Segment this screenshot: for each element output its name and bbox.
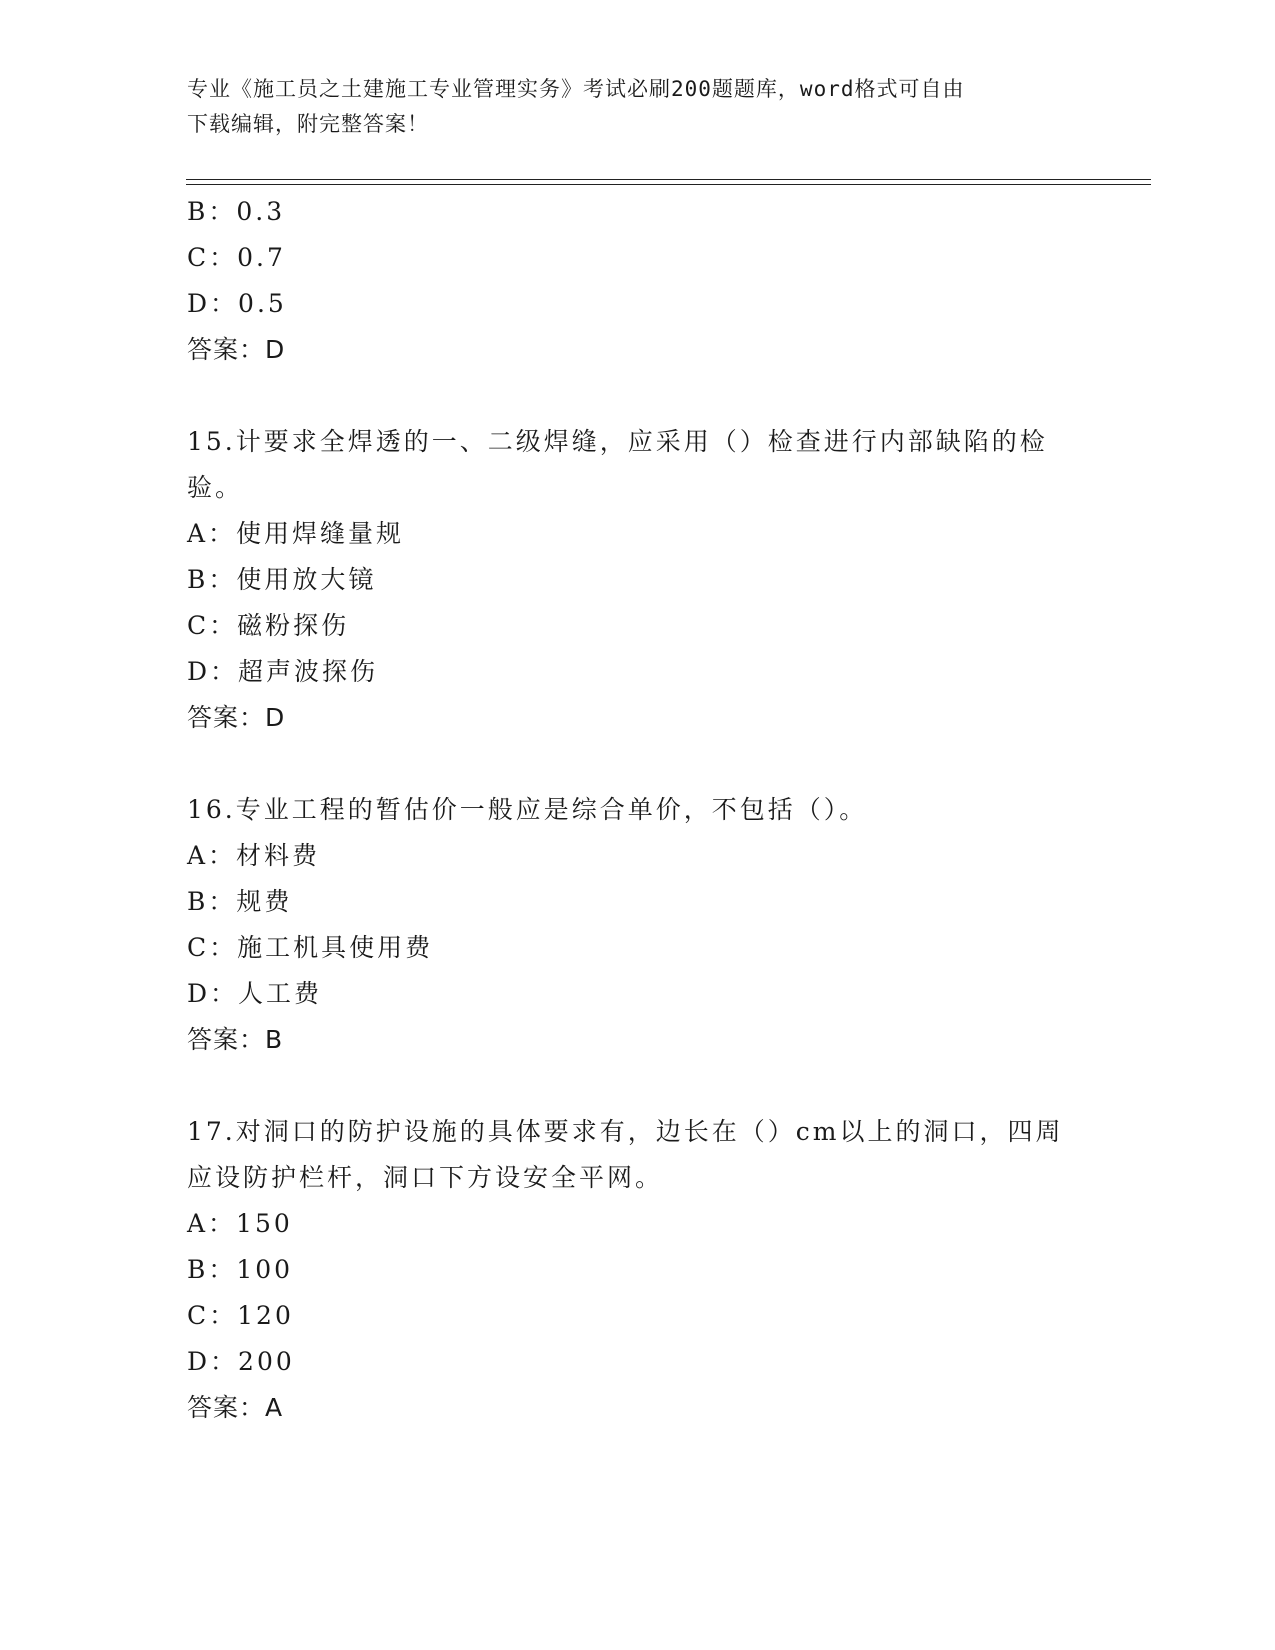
- document-header: [187, 72, 1087, 142]
- option-c: C：磁粉探伤: [187, 611, 350, 640]
- question-list: [187, 189, 1087, 1431]
- option-c: C：施工机具使用费: [187, 933, 434, 962]
- question-17: [187, 1109, 1087, 1431]
- option-b: B：0.3: [187, 197, 286, 226]
- question-stem-line-1: 15.计要求全焊透的一、二级焊缝，应采用（）检查进行内部缺陷的检: [187, 427, 1048, 456]
- option-a: A：材料费: [187, 841, 321, 870]
- answer-line: 答案：B: [187, 1025, 284, 1054]
- header-divider-top: [186, 179, 1151, 180]
- question-stem-line-2: 应设防护栏杆，洞口下方设安全平网。: [187, 1163, 664, 1192]
- question-stem-line-1: 17.对洞口的防护设施的具体要求有，边长在（）cm以上的洞口，四周: [187, 1117, 1064, 1146]
- option-d: D：人工费: [187, 979, 323, 1008]
- question-14-continuation: [187, 189, 1087, 373]
- option-b: B：使用放大镜: [187, 565, 377, 594]
- header-divider-bottom: [186, 184, 1151, 185]
- answer-line: 答案：D: [187, 703, 286, 732]
- answer-line: 答案：D: [187, 335, 286, 364]
- option-b: B：100: [187, 1255, 294, 1284]
- question-stem-line-2: 验。: [187, 473, 244, 502]
- option-c: C：120: [187, 1301, 294, 1330]
- header-line-1: 专业《施工员之土建施工专业管理实务》考试必刷200题题库，word格式可自由: [187, 77, 965, 101]
- option-d: D：200: [187, 1347, 295, 1376]
- option-a: A：150: [187, 1209, 293, 1238]
- option-b: B：规费: [187, 887, 293, 916]
- option-d: D：超声波探伤: [187, 657, 379, 686]
- question-16: [187, 787, 1087, 1063]
- option-c: C：0.7: [187, 243, 286, 272]
- header-line-2: 下载编辑，附完整答案！: [187, 112, 429, 136]
- option-d: D：0.5: [187, 289, 287, 318]
- answer-line: 答案：A: [187, 1393, 284, 1422]
- question-stem-line-1: 16.专业工程的暂估价一般应是综合单价，不包括（）。: [187, 795, 868, 824]
- option-a: A：使用焊缝量规: [187, 519, 405, 548]
- question-15: [187, 419, 1087, 741]
